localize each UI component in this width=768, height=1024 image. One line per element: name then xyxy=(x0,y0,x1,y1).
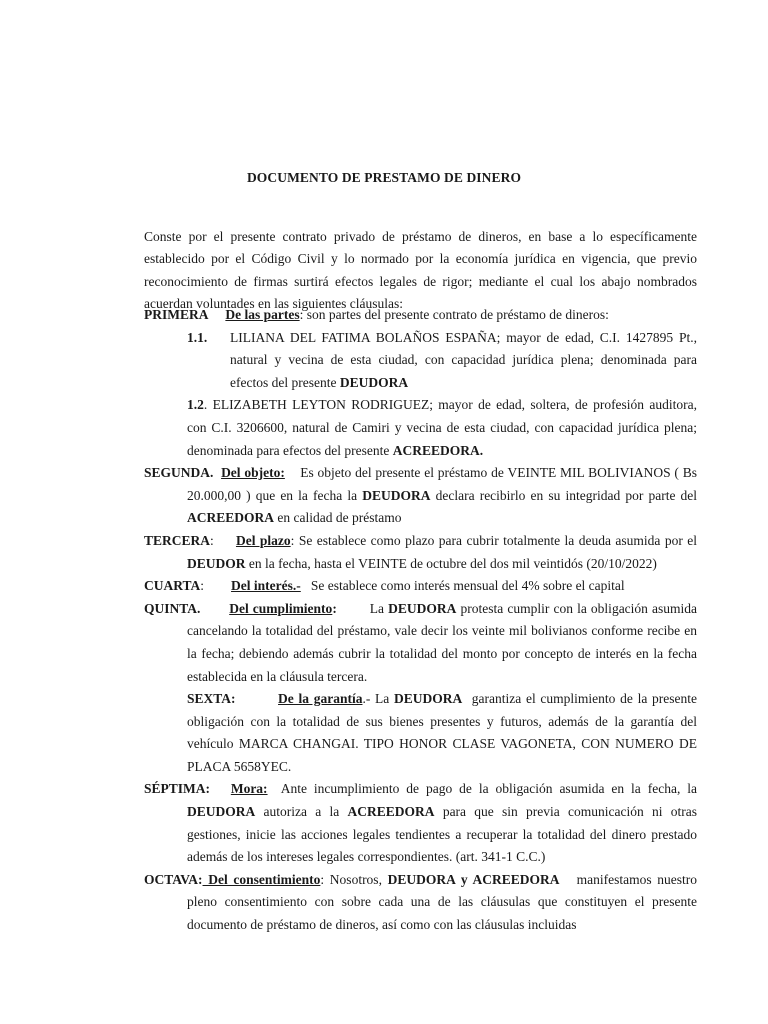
clause-label: SÉPTIMA: xyxy=(144,781,211,797)
clause-quinta: QUINTA. Del cumplimiento: La DEUDORA protesta cumplir con la obligación asumida cancelando la totalidad del préstamo, vale decir los veinte mil bolivianos conforme recibe en la fecha; debiendo además cubrir la totalidad del monto por concepto de interés en la fecha establecida en la cláusula tercera. xyxy=(144,600,698,684)
clause-text: en la fecha, hasta el VEINTE de octubre del dos mil veintidós (20/10/2022) xyxy=(248,555,657,571)
clause-heading: Del plazo xyxy=(235,532,291,548)
clause-text: Se establece como interés mensual del 4% sobre el capital xyxy=(310,578,625,594)
clause-bold: ACREEDORA xyxy=(347,804,435,820)
clause-label: OCTAVA: xyxy=(144,871,203,887)
clause-label: TERCERA xyxy=(144,532,211,548)
clause-text: .- La xyxy=(362,691,390,707)
clause-bold: DEUDORA xyxy=(394,691,463,707)
clause-septima xyxy=(144,778,697,868)
clause-primera xyxy=(144,304,697,327)
clause-label: CUARTA xyxy=(144,578,201,594)
clause-bold: ACREEDORA xyxy=(187,510,275,526)
clause-text: garantiza el cumplimiento de la presente obligación con la totalidad de sus bienes presentes y futuros, además de la garantía del vehículo MARCA CHANGAI. TIPO HONOR CLASE VAGONETA, CON NUMERO DE PLACA 5658YEC. xyxy=(187,691,698,774)
clause-tercera: TERCERA: Del plazo: Se establece como plazo para cubrir totalmente la deuda asumida por el DEUDOR en la fecha, hasta el VEINTE de octubre del dos mil veintidós (20/10/2022) xyxy=(144,532,697,571)
clause-heading: Del objeto: xyxy=(221,465,285,481)
party-2-role: ACREEDORA. xyxy=(392,442,484,458)
party-2-text: . ELIZABETH LEYTON RODRIGUEZ; mayor de edad, soltera, de profesión auditora, con C.I. 3206600, natural de Camiri y vecina de esta ciudad, con capacidad jurídica plena; denominada para efectos del presente xyxy=(187,397,697,458)
party-2 xyxy=(144,394,697,462)
clause-text: en calidad de préstamo xyxy=(277,510,402,526)
clause-bold: DEUDOR xyxy=(187,555,246,571)
clause-text: autoriza a la xyxy=(263,804,340,820)
clause-bold: DEUDORA y ACREEDORA xyxy=(387,871,560,887)
clause-cuarta: CUARTA: Del interés.- Se establece como interés mensual del 4% sobre el capital xyxy=(144,578,625,594)
clause-text: Es objeto del presente el préstamo de VEINTE MIL BOLIVIANOS ( Bs 20.000,00 ) que en la fecha la xyxy=(187,465,698,503)
clause-text: declara recibirlo en su integridad por parte del xyxy=(435,487,698,503)
party-1-text: LILIANA DEL FATIMA BOLAÑOS ESPAÑA; mayor de edad, C.I. 1427895 Pt., natural y vecina de esta ciudad, con capacidad jurídica plena; denominada para efectos del presente xyxy=(230,329,697,390)
clause-bold: DEUDORA xyxy=(362,487,431,503)
clause-heading: Del interés.- xyxy=(231,578,301,594)
clause-label: SEGUNDA. xyxy=(144,465,214,481)
clause-segunda xyxy=(144,462,697,530)
party-1-number: 1.1. xyxy=(187,329,208,345)
clause-text: manifestamos nuestro pleno consentimiento con sobre cada una de las cláusulas que constituyen el presente documento de préstamo de dineros, así como con las cláusulas incluidas xyxy=(187,871,698,933)
clause-sexta xyxy=(144,688,697,778)
clause-heading: De la garantía xyxy=(278,691,363,707)
party-1-role: DEUDORA xyxy=(339,374,409,390)
clause-label: SEXTA: xyxy=(187,691,236,707)
clause-label: QUINTA. xyxy=(144,600,201,616)
clause-text: La xyxy=(369,600,384,616)
document-title: DOCUMENTO DE PRESTAMO DE DINERO xyxy=(246,170,522,185)
clause-text: para que sin previa comunicación ni otras gestiones, inicie las acciones legales tendientes a recuperar la totalidad del dinero prestado además de los intereses legales correspondientes. (art. 341-1 C.C.) xyxy=(187,804,698,865)
clause-heading: Del consentimiento xyxy=(202,871,321,887)
clause-text: Ante incumplimiento de pago de la obligación asumida en la fecha, la xyxy=(280,781,698,797)
clauses xyxy=(144,304,697,937)
party-2-number: 1.2 xyxy=(187,397,204,413)
clause-text: protesta cumplir con la obligación asumida cancelando la totalidad del préstamo, vale decir los veinte mil bolivianos conforme recibe en la fecha; debiendo además cubrir la totalidad del monto por concepto de interés en la fecha establecida en la cláusula tercera. xyxy=(187,600,698,684)
clause-text: : Se establece como plazo para cubrir totalmente la deuda asumida por el xyxy=(290,532,697,548)
intro-paragraph: Conste por el presente contrato privado de préstamo de dineros, en base a lo específicamente establecido por el Código Civil y lo normado por la economía jurídica en vigencia, que previo reconocimiento de firmas surtirá efectos legales de rigor; mediante el cual los abajo nombrados acuerdan voluntades en las siguientes cláusulas: xyxy=(144,228,697,312)
clause-heading: De las partes xyxy=(225,307,300,322)
clause-octava xyxy=(144,869,697,937)
clause-heading: Del cumplimiento xyxy=(229,600,333,616)
party-1 xyxy=(144,327,697,395)
clause-text: : son partes del presente contrato de préstamo de dineros: xyxy=(299,307,609,322)
clause-heading: Mora: xyxy=(230,781,268,797)
clause-bold: DEUDORA xyxy=(187,804,256,820)
clause-text: : Nosotros, xyxy=(320,871,382,887)
clause-bold: DEUDORA xyxy=(388,600,457,616)
clause-label: PRIMERA xyxy=(144,307,209,322)
